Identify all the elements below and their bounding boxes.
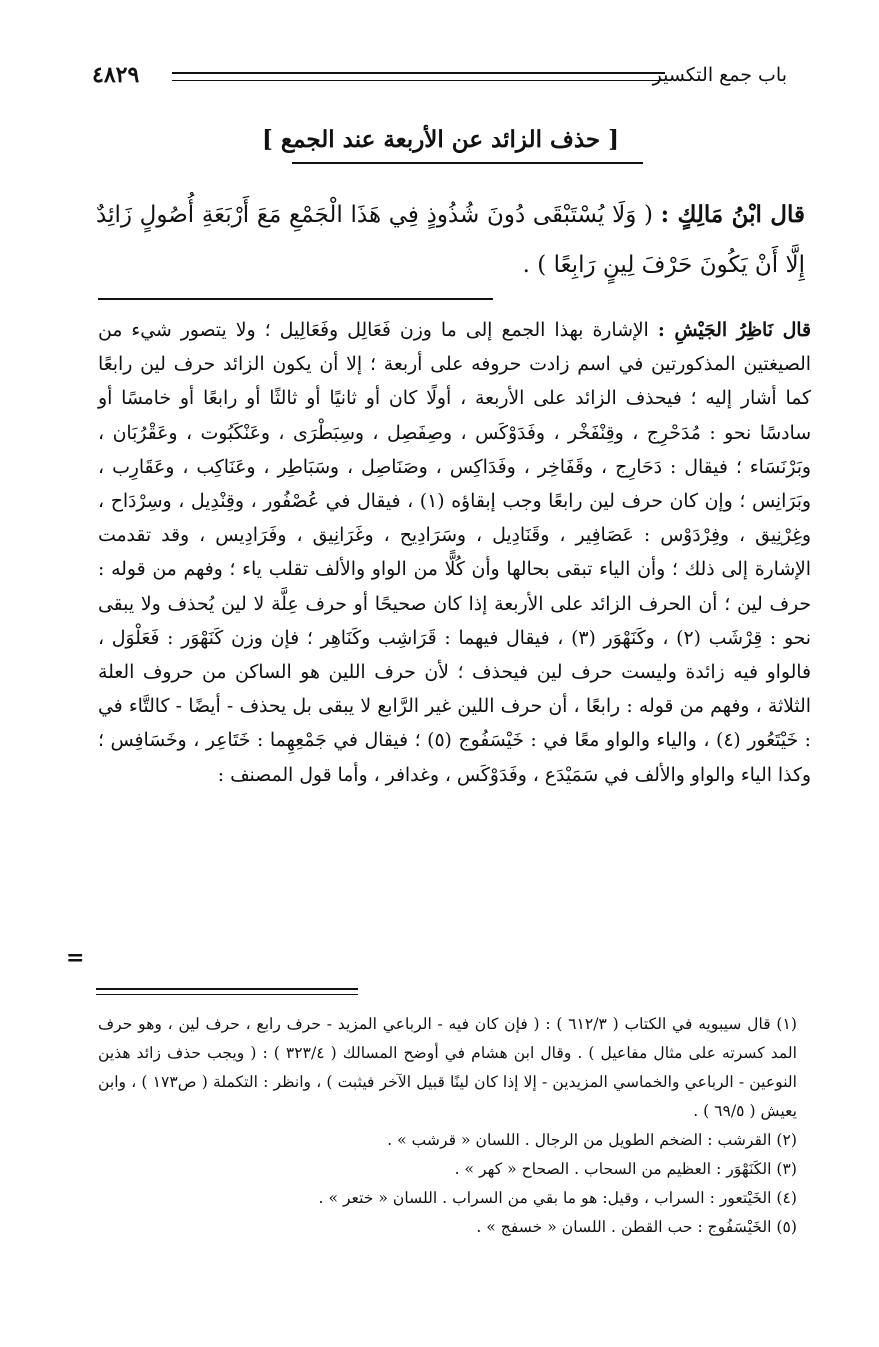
footnote-2: (٢) القرشب : الضخم الطويل من الرجال . اللسان « قرشب » . — [387, 1131, 797, 1149]
footnote-separator-rule — [96, 988, 358, 995]
footnote-4: (٤) الخَيْتعور : السراب ، وقيل: هو ما بقي من السراب . اللسان « ختعر » . — [318, 1189, 797, 1207]
header-double-rule — [172, 72, 665, 81]
verse-text: ( وَلَا يُسْتَبْقَى دُونَ شُذُوذٍ فِي هَذَا الْجَمْعِ مَعَ أَرْبَعَةِ أُصُولٍ زَائِدٌ إِلَّا أَنْ يَكُونَ حَرْفَ لِينٍ رَابِعًا ) . — [96, 202, 805, 278]
footnotes — [98, 1010, 797, 1242]
running-header — [92, 62, 787, 92]
commentary-text: الإشارة بهذا الجمع إلى ما وزن فَعَالِل وفَعَالِيل ؛ ولا يتصور شيء من الصيغتين المذكورتين في اسم زادت حروفه على أربعة ؛ إلا أن يكون الزائد حرف لين رابعًا كما أشار إليه ؛ فيحذف الزائد على الأربعة ، أولًا كان أو ثانيًا أو ثالثًا أو رابعًا أو خامسًا أو سادسًا نحو : مُدَحْرِج ، وقِنْفَخْر ، وفَدَوْكَس ، وصِفَصِل ، وسِبَطْرَى ، وعَنْكَبُوت ، وعَقْرُبَان ، وبَرْنَسَاء ؛ فيقال : دَحَارِج ، وقَفَاخِر ، وفَدَاكِس ، وصَنَاصِل ، وسَبَاطِر ، وعَنَاكِب ، وعَقَارِب ، وبَرَانِس ؛ وإن كان حرف لين رابعًا وجب إبقاؤه (١) ، فيقال في عُصْفُور ، وقِنْدِيل ، وسِرْدَاح ، وغِرْنِيق ، وفِرْدَوْس : عَصَافِير ، وقَنَادِيل ، وسَرَادِيح ، وغَرَانِيق ، وفَرَادِيس ، وقد تقدمت الإشارة إلى ذلك ؛ وأن الياء تبقى بحالها وأن كُلًّا من الواو والألف تقلب ياء ؛ وفهم من قوله : حرف لين ؛ أن الحرف الزائد على الأربعة إذا كان صحيحًا أو حرف عِلَّة لا لين يُحذف ولا يبقى نحو : قِرْشَب (٢) ، وكَنَهْوَر (٣) ، فيقال فيهما : قَرَاشِب وكَنَاهِر ؛ فإن وزن كَنَهْوَر : فَعَلْوَل ، فالواو فيه زائدة وليست حرف لين فيحذف ؛ لأن حرف اللين هو الساكن من حروف العلة الثلاثة ، وفهم من قوله : رابعًا ، أن حرف اللين غير الرَّابع لا يبقى بل يحذف - أيضًا - كالتَّاء في : خَيْتَعُور (٤) ، والياء والواو معًا في : خَيْسَفُوج (٥) ؛ فيقال في جَمْعِهِما : خَتَاعِر ، وخَسَافِس ؛ وكذا الياء والواو والألف في سَمَيْدَع ، وفَدَوْكَس ، وغدافر ، وأما قول المصنف : — [98, 320, 812, 786]
commentary-speaker: قال نَاظِرُ الجَيْشِ : — [657, 319, 811, 341]
commentary-block — [98, 313, 811, 793]
commentary-paragraph — [98, 313, 811, 793]
footnote-1: (١) قال سيبويه في الكتاب ( ٦١٢/٣ ) : ( فإن كان فيه - الرباعي المزيد - حرف رابع ، حرف لين ، وهو حرف المد كسرته على مثال مفاعيل ) . وقال ابن هشام في أوضح المسالك ( ٣٢٣/٤ ) : ( ويجب حذف زائد هذين النوعين - الرباعي والخماسي المزيدين - إلا إذا كان لينًا قبيل الآخر فيثبت ) ، وانظر : التكملة ( ص١٧٣ ) ، وابن يعيش ( ٦٩/٥ ) . — [98, 1015, 798, 1120]
verse-block — [96, 190, 805, 290]
section-title-underline — [292, 162, 643, 164]
section-title: [ حذف الزائد عن الأربعة عند الجمع ] — [261, 126, 620, 153]
chapter-title: باب جمع التكسير — [652, 64, 787, 86]
verse-speaker: قال ابْنُ مَالِكٍ : — [660, 201, 805, 228]
page-number: ٤٨٢٩ — [92, 62, 140, 88]
continuation-marker: = — [66, 945, 85, 971]
footnote-5: (٥) الخَيْسَفُوج : حب القطن . اللسان « خسفج » . — [476, 1218, 797, 1236]
verse-separator-rule — [98, 298, 493, 300]
footnote-3: (٣) الكَنَهْوَر : العظيم من السحاب . الصحاح « كهر » . — [454, 1160, 797, 1178]
